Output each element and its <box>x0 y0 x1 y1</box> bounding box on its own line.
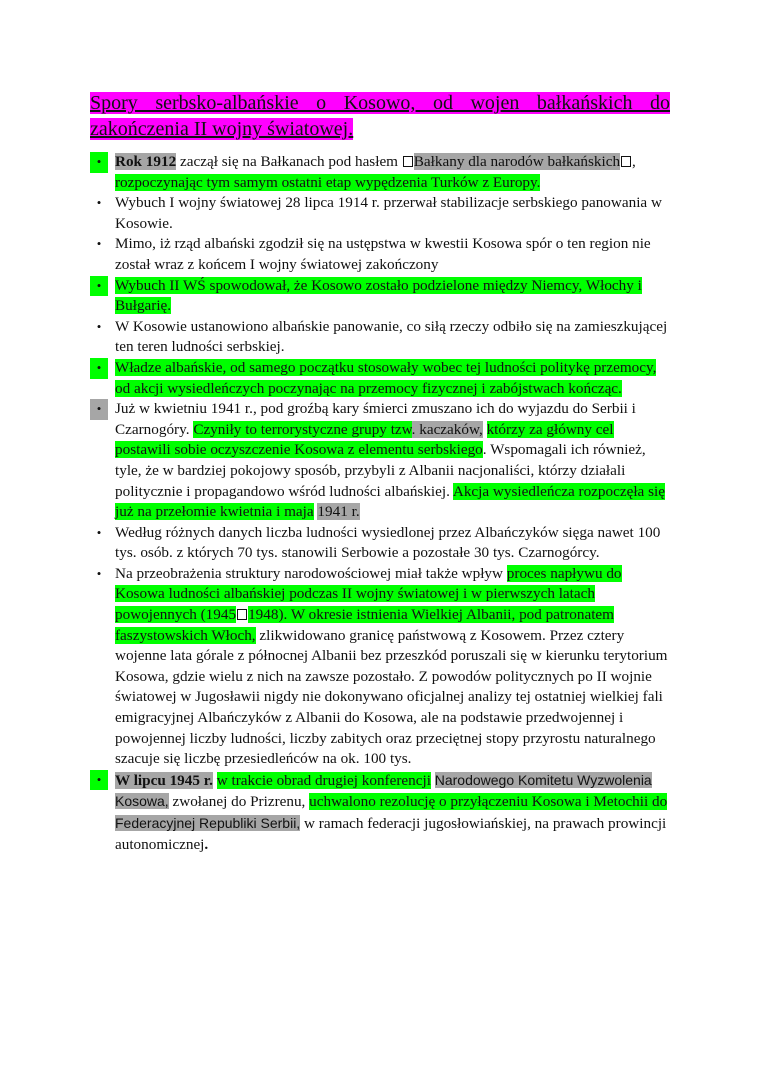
text-segment: zlikwidowano granicę państwową z Kosowem. Przez cztery wojenne lata górale z północnej Albanii bez przeszkód poruszali się w kierunku terytorium Kosowa, gdzie wielu z nich na zawsze pozostało. Z powodów politycznych po II wojnie światowej w Jugosławii nigdy nie dokonywano oficjalnej analizy tej ostatniej wielkiej fali emigracyjnej Albańczyków z Albanii do Kosowa, ale na podstawie przedwojennej i powojennej liczby ludności, liczby zabitych oraz przeciętnej stopy przyrostu naturalnego szacuje się liczbę przesiedleńców na ok. 100 tys. <box>115 626 668 768</box>
bullet-icon: • <box>90 770 108 791</box>
missing-glyph-box-icon <box>237 609 247 620</box>
text-segment: , <box>632 153 636 170</box>
text-segment: W Kosowie ustanowiono albańskie panowanie, co siłą rzeczy odbiło się na zamieszkującej ten teren ludności serbskiej. <box>115 317 668 356</box>
bullet-icon: • <box>96 524 102 540</box>
text-segment: Akcja wysiedleńcza rozpoczęła się już na przełomie kwietnia i maja <box>115 482 665 521</box>
text-segment: Mimo, iż rząd albański zgodził się na ustępstwa w kwestii Kosowa spór o ten region nie został wraz z końcem I wojny światowej zakończony <box>115 235 651 273</box>
list-item <box>90 276 670 317</box>
document-title-text: Spory serbsko-albańskie o Kosowo, od wojen bałkańskich do zakończenia II wojny światowej. <box>90 92 670 140</box>
text-segment: Wybuch I wojny światowej 28 lipca 1914 r. przerwał stabilizacje serbskiego panowania w Kosowie. <box>115 194 662 232</box>
bullet-icon: • <box>90 276 108 297</box>
text-segment: w ramach federacji jugosłowiańskiej, na prawach prowincji autonomicznej <box>115 815 667 853</box>
list-item <box>90 564 670 770</box>
bullet-list <box>90 152 670 855</box>
bullet-icon: • <box>90 152 108 173</box>
list-item <box>90 234 670 275</box>
text-segment: Federacyjnej Republiki Serbii, <box>115 815 301 831</box>
bullet-icon: • <box>96 318 102 334</box>
text-segment: Narodowego Komitetu Wyzwolenia Kosowa, <box>115 771 652 810</box>
list-item <box>90 317 670 358</box>
text-segment: rozpoczynając tym samym ostatni etap wypędzenia Turków z Europy. <box>115 173 541 191</box>
text-segment: w trakcie obrad drugiej konferencji <box>216 771 431 789</box>
text-segment: Wybuch II WŚ spowodował, że Kosowo zostało podzielone między Niemcy, Włochy i Bułgarię. <box>115 276 642 315</box>
text-segment: Na przeobrażenia struktury narodowościowej miał także wpływ <box>115 564 507 582</box>
bullet-icon: • <box>90 358 108 379</box>
text-segment: zaczął się na Bałkanach pod hasłem <box>176 153 402 170</box>
list-item <box>90 770 670 855</box>
text-segment <box>483 421 487 438</box>
document-title <box>90 90 670 142</box>
text-segment: . Wspomagali ich również, tyle, że w bardziej pokojowy sposób, przybyli z Albanii nacjonaliści, którzy działali politycznie i propagandowo wśród ludności albańskiej. <box>115 441 646 500</box>
text-segment: którzy za główny cel postawili sobie oczyszczenie Kosowa z elementu serbskiego <box>115 420 614 459</box>
text-segment: Rok 1912 <box>115 153 177 170</box>
list-item <box>90 523 670 564</box>
bullet-icon: • <box>96 565 102 581</box>
text-segment: Czyniły to terrorystyczne grupy tzw <box>193 420 412 438</box>
list-item <box>90 193 670 234</box>
text-segment: 1941 r. <box>317 503 360 521</box>
text-segment: W lipcu 1945 r. <box>115 771 213 789</box>
missing-glyph-box-icon <box>403 156 413 167</box>
text-segment: zwołanej do Prizrenu, <box>168 793 310 811</box>
text-segment: proces napływu do Kosowa ludności albańskiej podczas II wojny światowej i w pierwszych latach powojennych (1945 <box>115 564 622 624</box>
text-segment: Władze albańskie, od samego początku stosowały wobec tej ludności politykę przemocy, od akcji wysiedleńczych poczynając na przemocy fizycznej i zabójstwach kończąc. <box>115 358 657 397</box>
text-segment: . <box>204 835 209 853</box>
text-segment: uchwalono rezolucję o przyłączeniu Kosowa i Metochii do <box>309 793 668 811</box>
text-segment: Bałkany dla narodów bałkańskich <box>413 153 621 170</box>
bullet-icon: • <box>96 236 102 252</box>
bullet-icon: • <box>90 399 108 420</box>
missing-glyph-box-icon <box>621 156 631 167</box>
bullet-icon: • <box>96 195 102 211</box>
text-segment: . kaczaków, <box>411 420 483 438</box>
text-segment: Już w kwietniu 1941 r., pod groźbą kary śmierci zmuszano ich do wyjazdu do Serbii i Czarnogóry. <box>115 400 636 438</box>
list-item <box>90 152 670 193</box>
list-item <box>90 399 670 523</box>
text-segment: Według różnych danych liczba ludności wysiedlonej przez Albańczyków sięga nawet 100 tys. osób. z których 70 tys. stanowili Serbowie a pozostałe 30 tys. Czarnogórcy. <box>115 523 661 562</box>
text-segment: 1948). W okresie istnienia Wielkiej Albanii, pod patronatem faszystowskich Włoch, <box>115 606 614 644</box>
list-item <box>90 358 670 399</box>
